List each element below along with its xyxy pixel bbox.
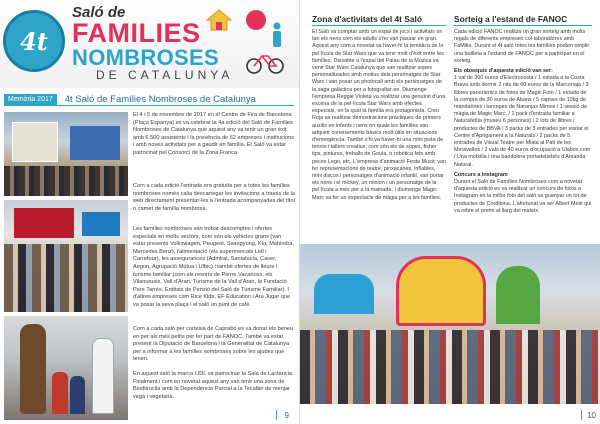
memoria-label: Memòria 2017 [4, 94, 57, 105]
person-icon [270, 22, 284, 48]
page-number-left: 9 [284, 411, 289, 420]
photo-exhibition-hall [4, 112, 128, 196]
photo-play-area [300, 244, 600, 404]
ball-icon [246, 10, 266, 30]
photo-stormtrooper [92, 338, 114, 414]
left-paragraph-4: Com a cada saló per cortesia de Caprabo es va donar els beneu en per als més petits per fer part de FANOC. També va estar present la Diputació de Barcelona i la Generalitat de Catalunya per a informar a les famílies nombroses sobre les ajudes que tenen. [133, 326, 294, 363]
gifts-subheading: Els obsequis d'aquesta edició van ser: [454, 68, 553, 75]
banner-line-salo: Saló de [72, 4, 126, 21]
page-number-bar-right [581, 410, 582, 420]
activities-text: El Saló va comptar amb un espai de jocs i activitats on tan els nens com els adults s'ho van passar en gran. Aquest any com a novetat va haver-hi la temàtica de la pel·lícula de Star Wars que va tenir molt d'èxit entre les famílies. Dissabte a l'espai del Palau de la Música va venir Star Wars Catalunya que van realitzar sopes personalitzades amb motius dels personatges de Star Wars i van posar un photocall amb els personatges de la saga galàctica per a fotografiar-se. Diumenge l'empresa Reggie Violeta va realitzar una genuïnit d'una escena de la pel·lícula Star Wars amb efectes especials, en la qual la família era protagonista. Creu Roja va realitzar demostracions pràctiques de primers auxilis en infants i nens on quals les famílies van adquirir coneixements bàsics molt útils en situacions d'emergència. També s'hi va haver-hi una mini pista de tennis i tallers creatius, com són els de sopes, fisher tips, pintures, treballs de Goula, o robòtica fets amb peces Lego, etc. L'empresa d'animació Festa Music van fer representacions de teatre, pinxacanes, inflables, mini discos i personatges d'animació infantil, van portar els nens i el mickey, un minion i un personatge de la pel·lícula a més per a la mainada. I diumenge Magic Marc va fer un espectacle de màgia per a les famílies. [312, 29, 446, 201]
left-paragraph-5: En aquest saló la marca LIDL va patrocinar la Sala de Lactància. Finalment i com en novetat aquest any van tenir una zona de Bioditrucila amb la Dependència Parcial a la Tecafàn de menjar vegà i vegetarià. [133, 371, 294, 400]
photo-blue-inflatable [314, 274, 374, 314]
photo-child-1 [52, 372, 68, 414]
title-divider [4, 105, 294, 106]
left-paragraph-1: El 4 i 5 de novembre de 2017 en el Centre de Fira de Barcelona (Plaça Espanya) es va celebrar la 4a edició del Saló de Famílies Nombroses de Catalunya que aquest any va tenir un gran èxit amb 6.500 assistents i la presència de 62 empreses i institucions i amb noves activitats per a gaudir en família. El Saló va estar patrocinat pel Consorci de la Zona Franca. [133, 112, 295, 156]
left-paragraph-2: Com a cada edició l'entrada era gratuïta per a totes les famílies nombroses només calia descarregar les invitacions a través de la web directament presentar-les a l'entrada acompanyades del títol o carnet de família nombrosa. [133, 183, 295, 212]
page-title: 4t Saló de Famílies Nombroses de Catalunya [64, 94, 256, 105]
page-right [300, 0, 600, 424]
page-number-right: 10 [587, 411, 596, 420]
bicycle-icon [246, 52, 284, 74]
instagram-text: Durant el Saló de Famílies Nombroses com a novetat d'aquesta edició es va realitzar un concurs de fotos a Instagram en la millor foto del saló va guanyar un lot de productes de Cordibina. L'afortunat va ser Albert Melé qui va rebre el premi al llarg del mateix. [454, 179, 592, 214]
photo-stand-block-2 [70, 126, 120, 160]
photo-red-banner [14, 208, 74, 238]
heading-activities-underline [312, 25, 446, 26]
heading-raffle-underline [454, 25, 592, 26]
photo-visitors [4, 244, 128, 312]
photo-child-2 [70, 376, 85, 414]
photo-crowd [4, 166, 128, 196]
raffle-intro: Cada edició FANOC realitza un gran sorteig amb molts regals de diferents empreses col·laboradores amb FaMilia. Durant el 4t saló totes les famílies podien omplir una butlleta a l'estand de FANOC per a participar en el sorteig. [454, 29, 590, 64]
banner-line-nombroses: NOMBROSES [72, 45, 219, 70]
heading-activities: Zona d'activitats del 4t Saló [312, 14, 422, 24]
photo-chewbacca [20, 324, 46, 414]
banner-line-catalunya: DE CATALUNYA [96, 68, 234, 82]
house-icon [205, 8, 233, 32]
photo-star-wars [4, 316, 128, 420]
page-number-bar [276, 410, 277, 420]
banner-line-families: FAMILIES [72, 18, 201, 48]
photo-screen [82, 212, 120, 236]
gifts-list: 1 val de 300 euros d'Electrocosta / 1 estada a la Costa Brava amb dormir 2 nits de 60 euros de la Marconaja / 3 llibres panoràmics de fotos de Magic Foto / 1 estada de la compra de 30 euros de Abans / 5 capses de 10kg de mandarines i taronges de Naranjas Mimos / 1 sessió de màgia de Magic Marc. / 1 pack d'entrada familiar a Naturàfetìla (museu 6 persones) / 2 lots de llibres i productes de BBVA / 3 packs de 3 entrades per visitar el Centre d'Aprigament a la Naturals / 2 packs de 5 entrades de Visual Teatre per Miala al Pati de les Meravelles / 2 vals de 40 euros d'ocupació a Ulabox.com / Una motxilla i una bandolera portadebebès d'Amanda Natural. [454, 75, 591, 168]
photo-stand-block [12, 122, 58, 162]
instagram-subheading: Concurs a Instagram [454, 171, 508, 178]
photo-stands [4, 200, 128, 312]
badge-text: 4t [20, 27, 48, 56]
event-banner [0, 0, 300, 88]
raffle-column [454, 29, 592, 215]
left-paragraph-3: Les famílies nombroses van trobar descomptes i ofertes especials en molts sectors, com són els vehicles grans (van estar presents Volkswagen, Peugeot, Ssangyong, Kia, Mahindra, Mercedes Benz), l'alimentació (els supermercats Lidl i Carrefour), les assegurances (Admiral, Santalucía, Caser, Aegon, Agrupació Mútua i Ulbic) i també ofertes de lleure i turisme familiar (com els resorts de Pierre Vacances, els Vilanurusis, Vall d'Aran, Turisme de la Vall d'Aran, la Fundació Pere Tarrés, Entitats de Pensió del Saló de Turisme Familiar). I d'altres empreses com Rice Kids, EF Education i Ara Jugar que va posar la seva plaça i el saló un punt de cafè. [133, 226, 295, 308]
photo-green-inflatable [496, 266, 540, 324]
photo-bouncy-castle [396, 256, 486, 326]
page-title-bar [0, 93, 300, 106]
photo-families [300, 330, 600, 404]
badge-4t [3, 10, 65, 72]
heading-raffle: Sorteig a l'estand de FANOC [454, 14, 568, 24]
